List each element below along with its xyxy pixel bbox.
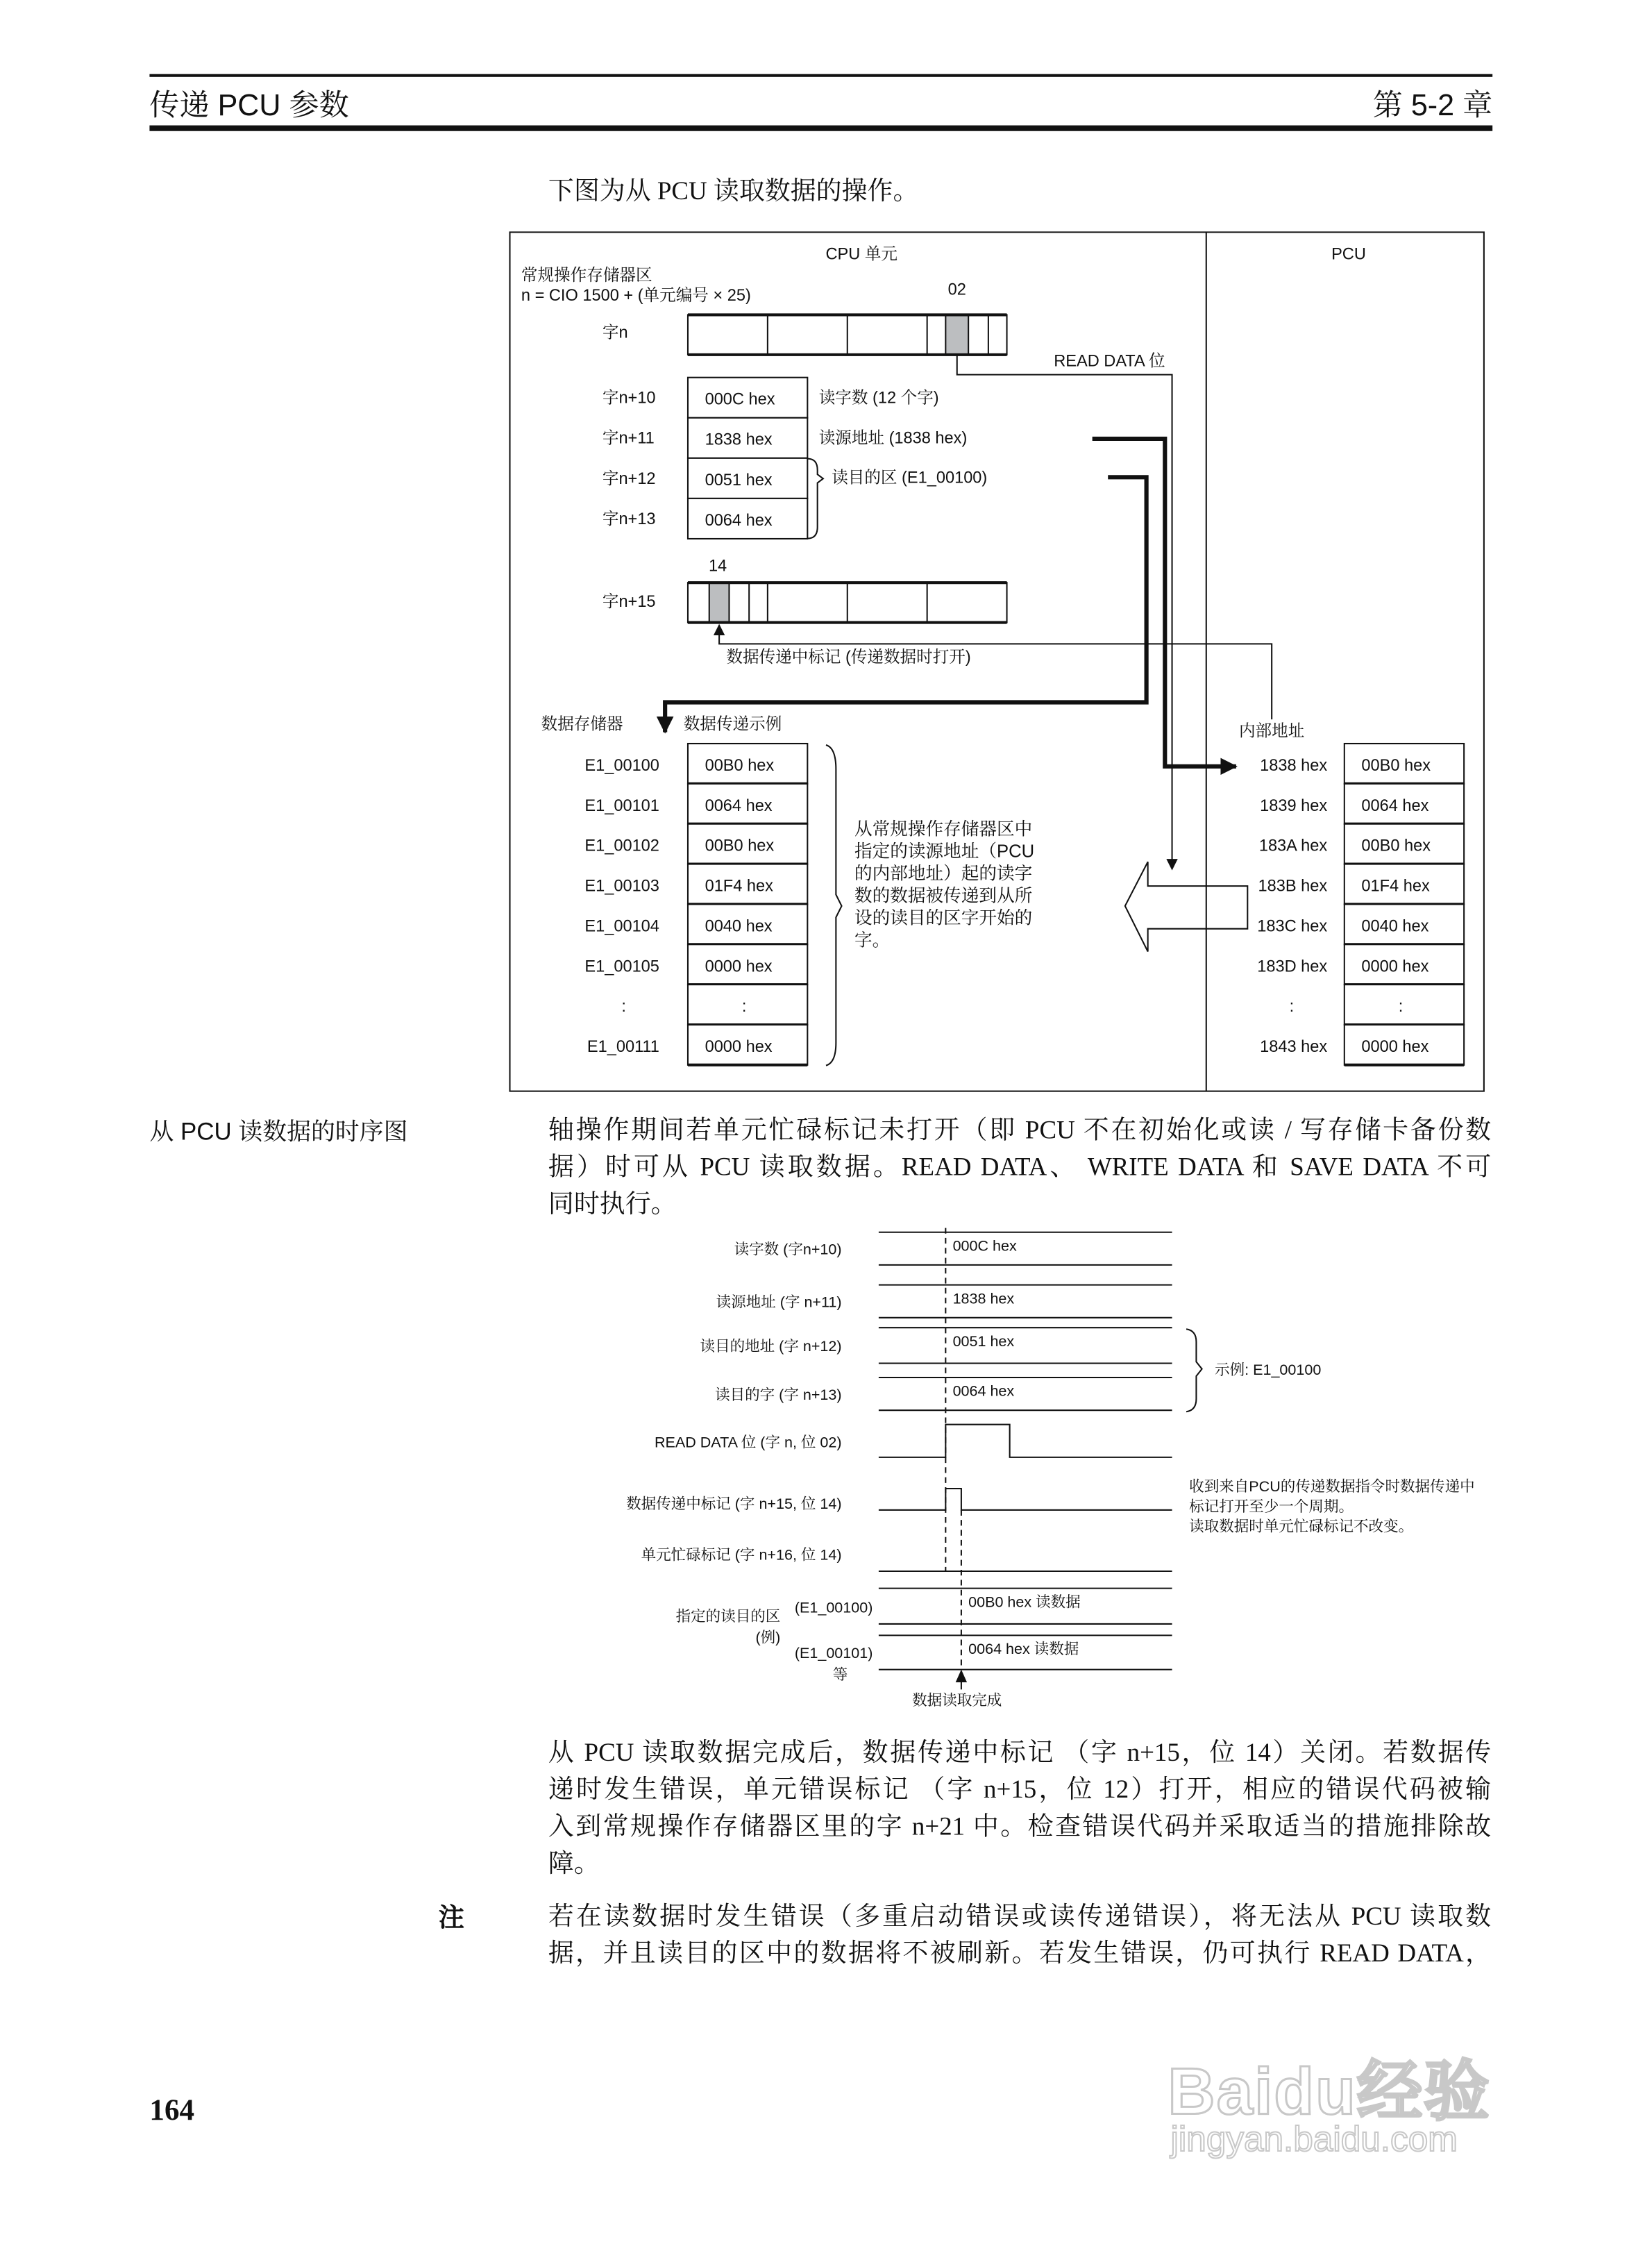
word-value: 000C hex [705,390,775,408]
watermark-url: jingyan.baidu.com [1170,2119,1458,2160]
read-complete-label: 数据读取完成 [912,1691,1002,1709]
bus-value: 0051 hex [952,1332,1015,1350]
word-description: 读字数 (12 个字) [818,388,939,407]
bus-value: 0064 hex 读数据 [968,1641,1079,1658]
example-label: 示例: E1_00100 [1215,1361,1322,1378]
memory-address: E1_00101 [584,796,659,814]
timing-bus-row [879,1589,1172,1624]
watermark-logo: Baidu经验 [1168,2054,1491,2129]
word-value: 0064 hex [705,510,773,529]
signal-label: 读源地址 (字 n+11) [716,1293,842,1311]
signal-transfer-flag: 数据传递中标记 (字 n+15, 位 14) [626,1495,842,1512]
memory-address: 183B hex [1258,876,1328,895]
signal-e1-00101: (E1_00101) [794,1645,873,1662]
memory-value: 00B0 hex [1361,755,1431,774]
transfer-explanation-line: 的内部地址）起的读字 [854,864,1033,884]
memory-value: 01F4 hex [1361,876,1430,895]
timing-bus-row [734,1232,1172,1265]
memory-value: : [1398,997,1404,1016]
note-line-1: 若在读数据时发生错误（多重启动错误或读传递错误），将无法从 PCU 读取数 [548,1902,1492,1931]
memory-value: 0000 hex [1361,957,1429,976]
page-number: 164 [149,2092,195,2127]
timing-bus-row [715,1378,1172,1410]
intro-text: 下图为从 PCU 读取数据的操作。 [548,176,919,206]
timing-para-line-3: 同时执行。 [548,1189,677,1219]
signal-label: 读字数 (字n+10) [734,1241,842,1258]
word-description: 读源地址 (1838 hex) [818,428,968,447]
after-para-line-1: 从 PCU 读取数据完成后，数据传递中标记 （字 n+15，位 14）关闭。若数据传 [548,1738,1492,1767]
memory-address: : [1289,997,1295,1016]
memory-address: E1_00104 [584,916,659,935]
transfer-explanation-line: 指定的读源地址（PCU [854,841,1035,862]
signal-e1-00100: (E1_00100) [794,1599,873,1616]
timing-note-2: 标记打开至少一个周期。 [1189,1498,1354,1515]
word-label: 字n+10 [602,388,656,407]
transfer-explanation-line: 从常规操作存储器区中 [854,819,1033,839]
cpu-unit-title: CPU 单元 [825,244,898,263]
memory-address: : [621,997,626,1016]
example-brace [1186,1329,1202,1412]
after-para-line-4: 障。 [548,1849,600,1878]
word-value: 1838 hex [705,430,773,449]
memory-address: 183D hex [1257,957,1328,976]
word-n-label: 字n [602,323,628,342]
dest-area-label: 读目的区 (E1_00100) [832,468,988,487]
timing-note-1: 收到来自PCU的传递数据指令时数据传递中 [1189,1478,1475,1496]
memory-value: 01F4 hex [705,876,773,895]
signal-busy-flag: 单元忙碌标记 (字 n+16, 位 14) [641,1546,842,1564]
timing-bus-row [716,1285,1172,1318]
memory-value: 00B0 hex [1361,836,1431,855]
read-data-bit-label: READ DATA 位 [1054,351,1165,370]
bit-02-label: 02 [947,280,966,299]
bus-value: 0064 hex [952,1382,1015,1400]
read-data-bit-wave [879,1425,1172,1457]
signal-label: 读目的地址 (字 n+12) [700,1338,842,1355]
timing-bus-row [700,1328,1172,1363]
data-memory-title: 数据存储器 [541,714,623,733]
pcu-title: PCU [1331,244,1366,263]
area-formula: n = CIO 1500 + (单元编号 × 25) [521,285,751,304]
transfer-example-title: 数据传递示例 [683,714,782,733]
word-label: 字n+13 [602,509,656,528]
bit-14-label: 14 [708,556,727,575]
memory-address: 183A hex [1258,836,1328,855]
memory-address: E1_00102 [584,836,659,855]
timing-bus-row [879,1635,1172,1669]
chapter-label: 第 5-2 章 [1372,90,1493,123]
memory-address: E1_00111 [587,1037,659,1055]
transfer-explanation-line: 字。 [854,930,891,951]
word-label: 字n+11 [602,428,655,447]
signal-dest-area: 指定的读目的区 [675,1607,781,1625]
signal-dest-example: (例) [755,1629,781,1646]
timing-para-line-1: 轴操作期间若单元忙碌标记未打开（即 PCU 不在初始化或读 / 写存储卡备份数 [548,1115,1492,1144]
memory-value: : [741,997,747,1016]
bus-value: 00B0 hex 读数据 [968,1593,1081,1611]
signal-read-data-bit: READ DATA 位 (字 n, 位 02) [654,1434,842,1451]
memory-address: E1_00103 [584,876,659,895]
after-para-line-2: 递时发生错误，单元错误标记 （字 n+15，位 12）打开，相应的错误代码被输 [548,1775,1492,1804]
memory-value: 0040 hex [705,916,773,935]
signal-label: 读目的字 (字 n+13) [715,1386,842,1403]
transfer-flag-label: 数据传递中标记 (传递数据时打开) [726,648,971,667]
note-line-2: 据，并且读目的区中的数据将不被刷新。若发生错误，仍可执行 READ DATA， [548,1939,1492,1968]
signal-etc: 等 [832,1666,848,1683]
transfer-explanation-line: 设的读目的区字开始的 [854,908,1033,928]
memory-value: 0000 hex [705,957,773,976]
memory-value: 0000 hex [705,1037,773,1055]
bus-value: 1838 hex [952,1290,1015,1307]
memory-value: 0000 hex [1361,1037,1429,1055]
section-title: 传递 PCU 参数 [149,90,349,123]
bus-value: 000C hex [952,1237,1017,1255]
transfer-flag-wave [879,1489,1172,1510]
memory-value: 00B0 hex [705,755,775,774]
memory-address: E1_00100 [584,755,659,774]
transfer-explanation-line: 数的数据被传递到从所 [854,886,1033,906]
memory-value: 0064 hex [705,796,773,814]
memory-address: 183C hex [1257,916,1328,935]
word-value: 0051 hex [705,470,773,489]
timing-para-line-2: 据）时可从 PCU 读取数据。READ DATA、 WRITE DATA 和 SAVE DATA 不可 [548,1152,1492,1181]
after-para-line-3: 入到常规操作存储器区里的字 n+21 中。检查错误代码并采取适当的措施排除故 [548,1811,1492,1841]
word-label: 字n+12 [602,469,656,487]
memory-value: 00B0 hex [705,836,775,855]
internal-address-title: 内部地址 [1238,721,1305,740]
memory-address: 1839 hex [1260,796,1328,814]
timing-section-title: 从 PCU 读数据的时序图 [149,1118,408,1146]
timing-note-3: 读取数据时单元忙碌标记不改变。 [1189,1518,1414,1535]
memory-address: E1_00105 [584,957,659,976]
memory-address: 1838 hex [1260,755,1328,774]
note-label: 注 [438,1903,464,1932]
memory-address: 1843 hex [1260,1037,1328,1055]
memory-value: 0064 hex [1361,796,1429,814]
word-n15-label: 字n+15 [602,592,656,611]
memory-value: 0040 hex [1361,916,1429,935]
area-title: 常规操作存储器区 [521,266,652,285]
